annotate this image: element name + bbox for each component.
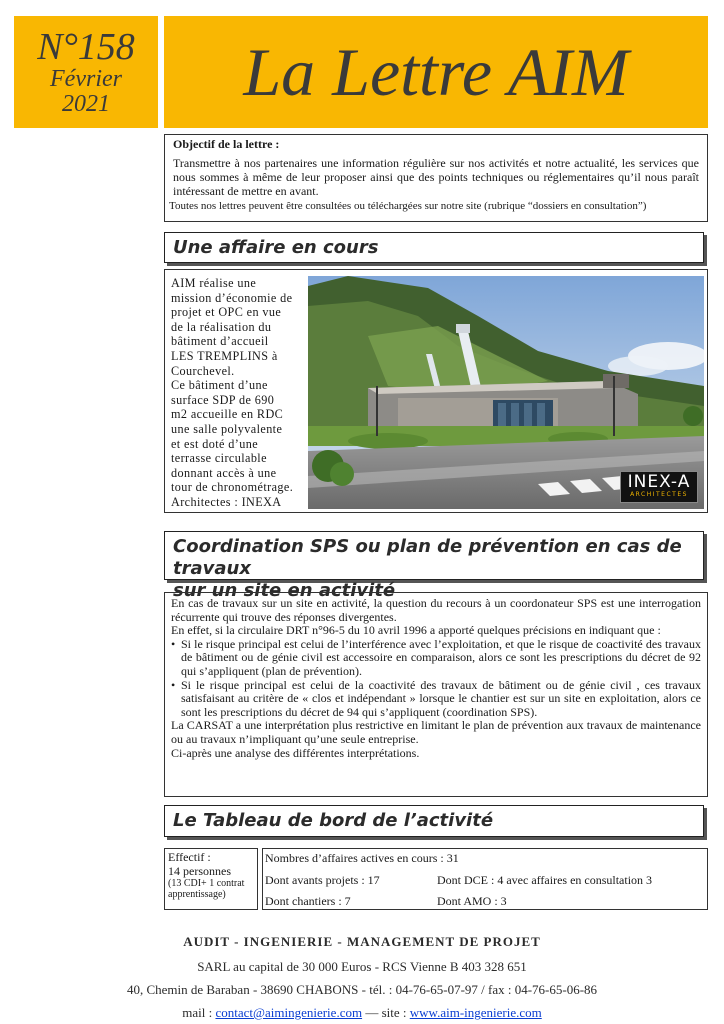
stat-chantiers: Dont chantiers : 7	[265, 894, 351, 908]
affaire-line: terrasse circulable	[171, 451, 267, 466]
affaire-text	[171, 276, 295, 510]
stat-avants-projets: Dont avants projets : 17	[265, 873, 380, 887]
issue-box	[14, 16, 158, 128]
effectif-box	[164, 848, 258, 910]
affaire-line: donnant accès à une	[171, 465, 277, 480]
footer-site-label: — site :	[365, 1005, 407, 1020]
affaire-line: tour de chronométrage.	[171, 480, 294, 495]
affaire-line: une salle polyvalente	[171, 421, 283, 436]
affaire-line: m2 accueille en RDC	[171, 407, 284, 422]
section-heading-affaire: Une affaire en cours	[164, 232, 704, 263]
effectif-value: 14 personnes	[168, 864, 231, 878]
affaire-line: LES TREMPLINS à	[171, 348, 278, 363]
affaire-line: Courchevel.	[171, 363, 235, 378]
inexa-logo	[620, 471, 698, 503]
sps-bullet-item: • Si le risque principal est celui de la coactivité des travaux de bâtiment ou de génie civil , ces travaux satisfaisant au critère de « clos et indépendant » lorsque le chantier est sur un site en exploitation, alors ce sont les prescriptions du décret de 94 qui s’appliquent (coordination SPS).	[171, 679, 701, 720]
sps-bullet-item: • Si le risque principal est celui de l’interférence avec l’exploitation, et que le risque de coactivité des travaux de bâtiment ou de génie civil est accessoire en comparaison, alors ce sont les prescriptions du décret de 92 qui s’appliquent (plan de prévention).	[171, 638, 701, 679]
affaire-line: Ce bâtiment d’une	[171, 378, 268, 393]
section-heading-tableau: Le Tableau de bord de l’activité	[164, 805, 704, 837]
issue-number: N°158	[37, 26, 135, 68]
sps-heading-line2: sur un site en activité	[173, 580, 396, 601]
inexa-logo-subtext: ARCHITECTES	[630, 491, 688, 498]
stat-actives: Nombres d’affaires actives en cours : 31	[265, 851, 459, 865]
footer-mail-label: mail :	[182, 1005, 213, 1020]
footer-title: AUDIT - INGENIERIE - MANAGEMENT DE PROJET	[183, 934, 541, 949]
objectif-note: Toutes nos lettres peuvent être consultées ou téléchargées sur notre site (rubrique “dossiers en consultation”)	[169, 200, 647, 212]
stat-dce: Dont DCE : 4 avec affaires en consultation 3	[437, 873, 653, 887]
footer-contact	[0, 1005, 724, 1021]
website-link[interactable]: www.aim-ingenierie.com	[409, 1005, 542, 1020]
sps-paragraph: En effet, si la circulaire DRT n°96-5 du 10 avril 1996 a apporté quelques précisions en indiquant que :	[171, 623, 661, 638]
sps-paragraph: La CARSAT a une interprétation plus restrictive en limitant le plan de prévention aux travaux de maintenance ou au travaux n’impliquant qu’une seule entreprise.	[171, 718, 701, 746]
affaire-line: Architectes : INEXA	[171, 494, 282, 509]
footer-company: SARL au capital de 30 000 Euros - RCS Vienne B 403 328 651	[197, 959, 527, 974]
affaire-box	[164, 269, 708, 513]
stat-amo: Dont AMO : 3	[437, 894, 507, 908]
newsletter-title: La Lettre AIM	[164, 16, 708, 128]
objectif-text: Transmettre à nos partenaires une information régulière sur nos activités et notre actualité, les services que nous sommes à même de leur proposer ainsi que des points techniques ou réglementaires qu’il nous paraît intéressant de mettre en avant.	[173, 156, 699, 198]
building-rendering-image	[308, 276, 704, 509]
sps-box	[164, 592, 708, 797]
sps-heading-line1: Coordination SPS ou plan de prévention en cas de travaux	[173, 536, 682, 579]
email-link[interactable]: contact@aimingenierie.com	[215, 1005, 363, 1020]
stats-box	[262, 848, 708, 910]
affaire-line: AIM réalise une	[171, 276, 257, 290]
affaire-line: projet et OPC en vue	[171, 305, 282, 320]
inexa-logo-text: INEX-A	[627, 472, 691, 492]
affaire-line: et est doté d’une	[171, 436, 259, 451]
affaire-line: de la réalisation du	[171, 319, 272, 334]
effectif-label: Effectif :	[168, 850, 211, 864]
section-heading-sps	[164, 531, 704, 601]
sps-paragraph: En cas de travaux sur un site en activité, la question du recours à un coordonateur SPS est une interrogation récurrente qui trouve des réponses divergentes.	[171, 596, 701, 624]
issue-year: 2021	[62, 91, 110, 117]
footer-address: 40, Chemin de Baraban - 38690 CHABONS - tél. : 04-76-65-07-97 / fax : 04-76-65-06-86	[126, 982, 598, 997]
affaire-line: surface SDP de 690	[171, 392, 275, 407]
affaire-line: mission d’économie de	[171, 290, 293, 305]
affaire-line: bâtiment d’accueil	[171, 334, 269, 349]
effectif-detail: (13 CDI+ 1 contrat apprentissage)	[168, 878, 245, 900]
objectif-heading: Objectif de la lettre :	[173, 137, 280, 151]
issue-month: Février	[50, 66, 122, 92]
sps-paragraph: Ci-après une analyse des différentes interprétations.	[171, 745, 420, 760]
objectif-box	[164, 134, 708, 222]
